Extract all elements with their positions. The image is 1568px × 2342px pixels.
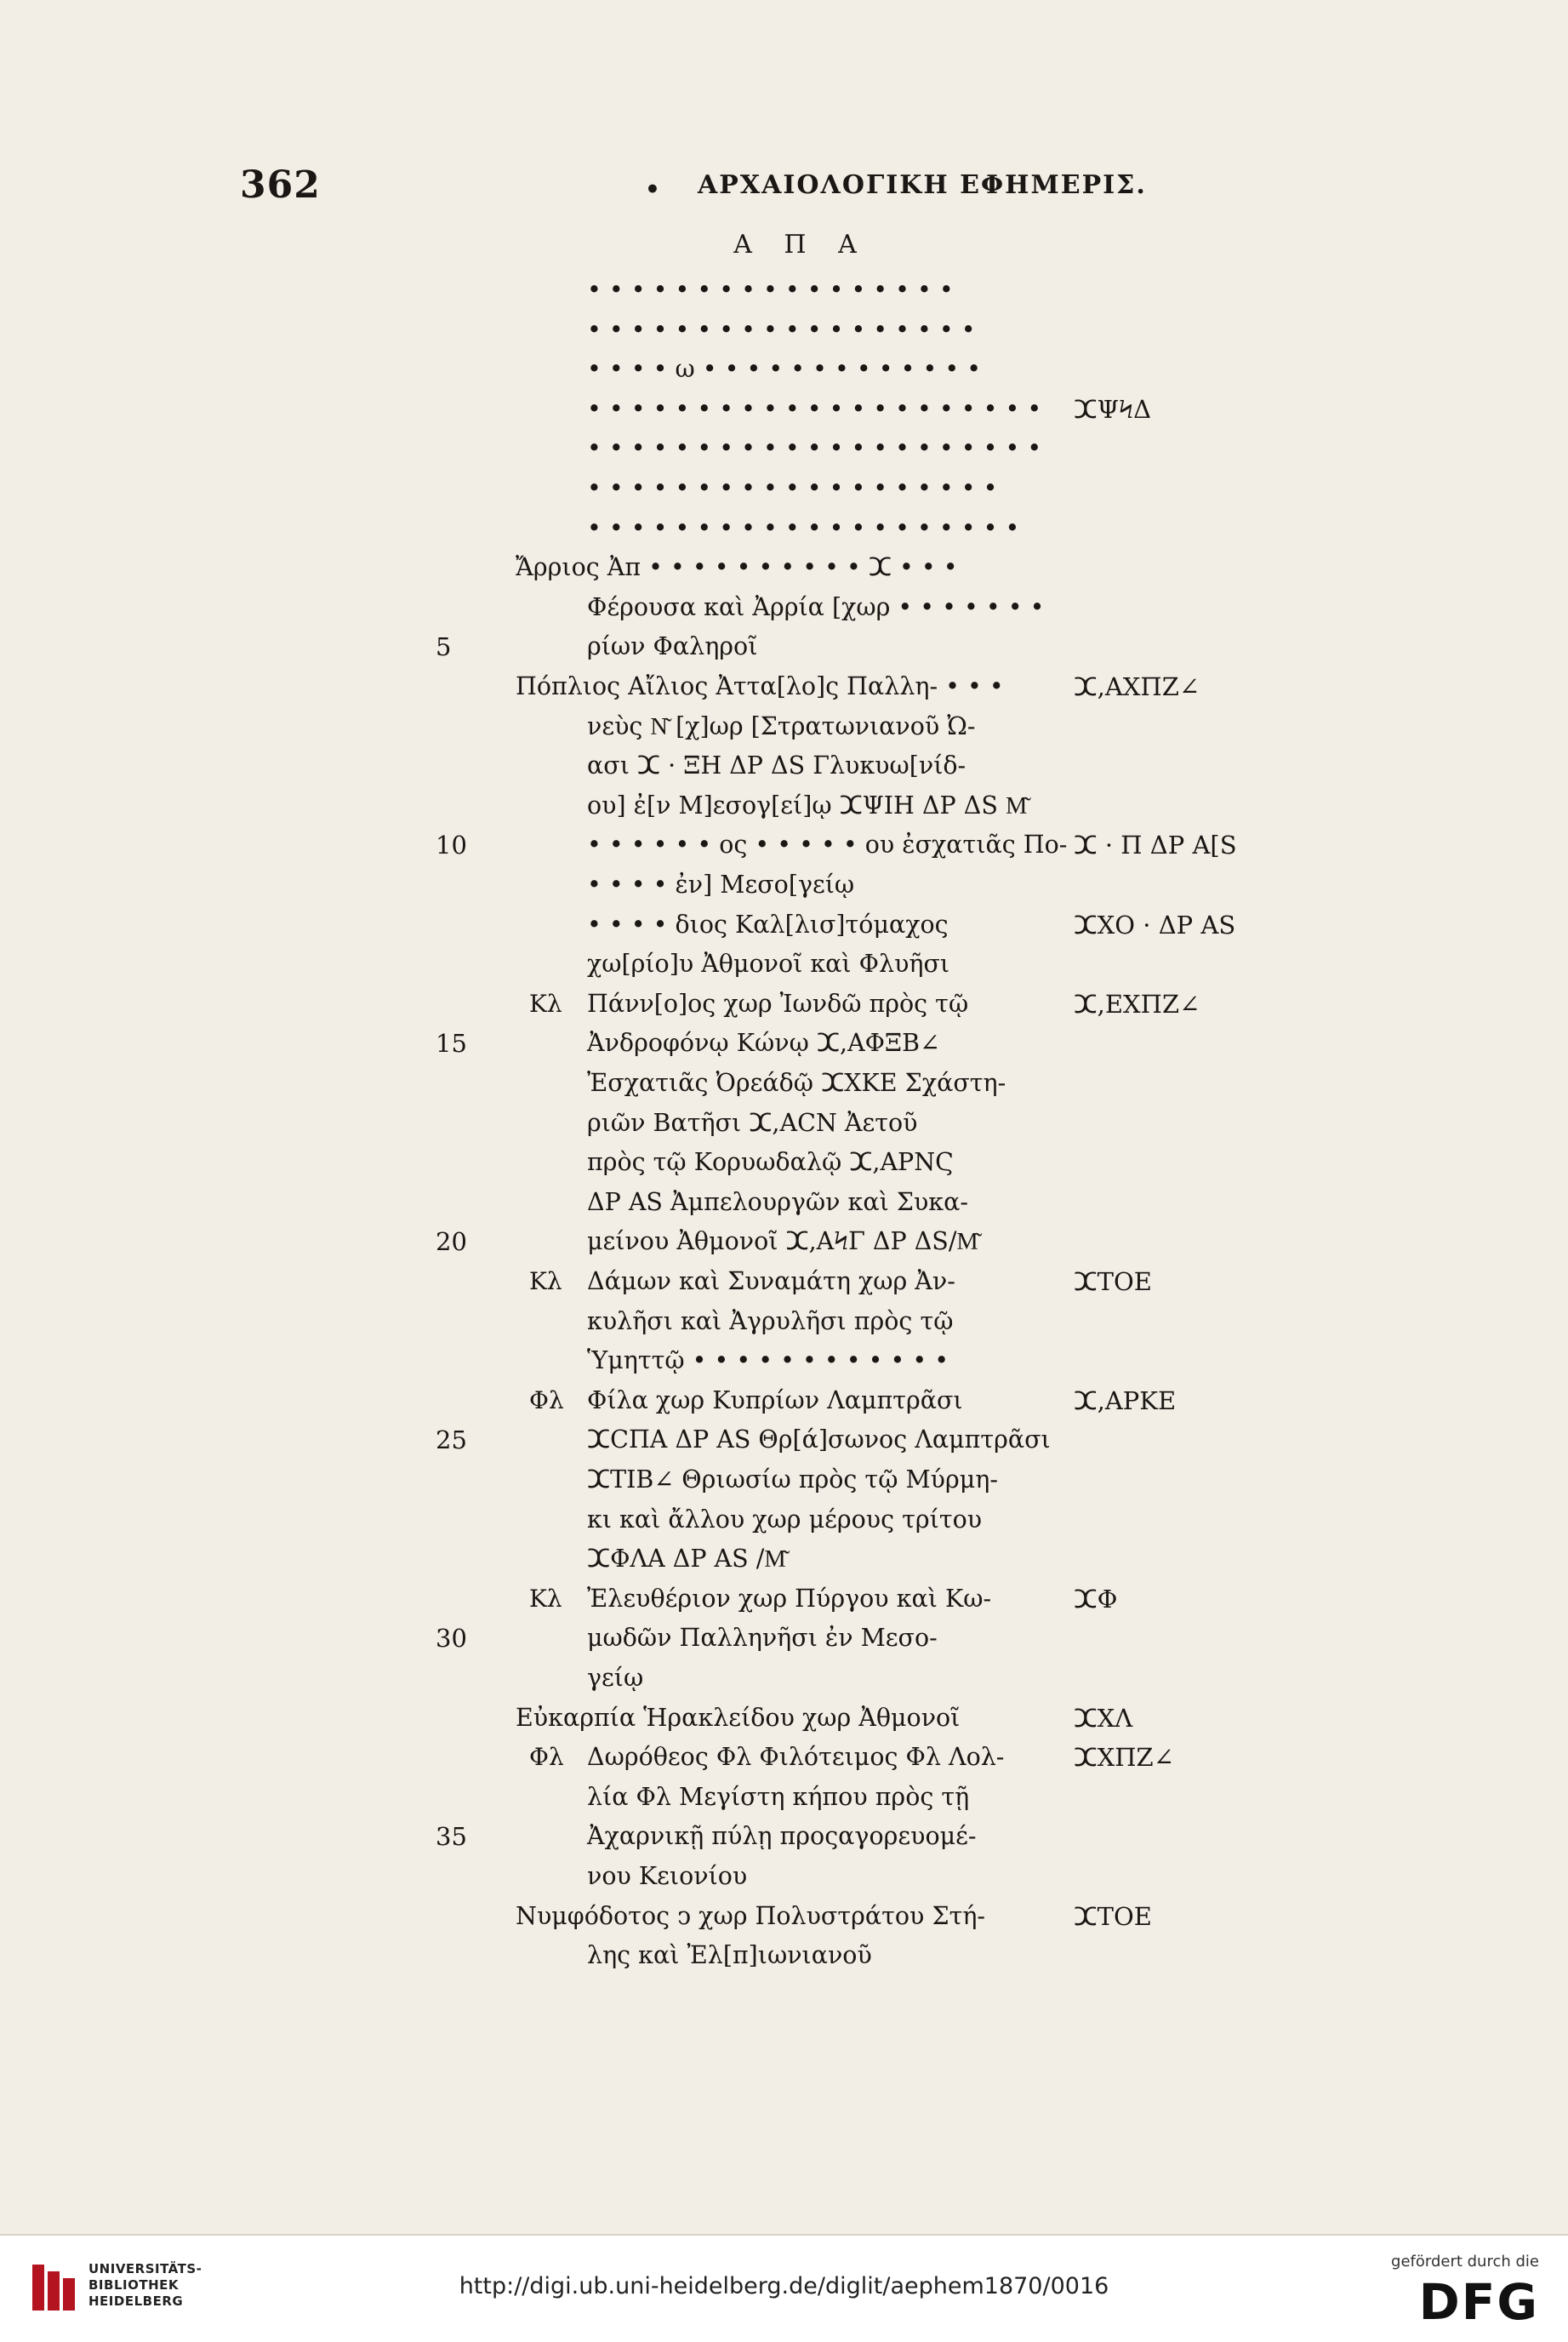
line-text: λία Φλ Μεγίστη κήπου πρὸς τῇ bbox=[587, 1782, 970, 1811]
inscription-line bbox=[0, 786, 1568, 825]
line-text: • • • • διος Καλ[λισ]τόμαχος bbox=[587, 910, 949, 939]
inscription-line bbox=[0, 1579, 1568, 1619]
line-amount: ⵋ,ΑΡΚΕ bbox=[1074, 1385, 1177, 1415]
line-text: Ὑμηττῷ • • • • • • • • • • • • bbox=[587, 1346, 949, 1375]
inscription-line bbox=[0, 746, 1568, 785]
header-dot: • bbox=[645, 175, 660, 203]
line-number: 20 bbox=[436, 1227, 467, 1257]
line-number: 10 bbox=[436, 831, 467, 860]
inscription-line bbox=[0, 271, 1568, 310]
inscription-line bbox=[0, 945, 1568, 984]
line-text: • • • • • • • • • • • • • • • • • • bbox=[587, 315, 976, 344]
line-text: • • • • • • • • • • • • • • • • • • • bbox=[587, 474, 998, 502]
line-text: μωδῶν Παλληνῆσι ἐν Μεσο- bbox=[587, 1624, 938, 1653]
inscription-line bbox=[0, 1659, 1568, 1698]
line-amount: ⵋ · Π ΔΡ Α[S bbox=[1074, 831, 1237, 860]
inscription-line bbox=[0, 509, 1568, 548]
line-marker: Φλ bbox=[529, 1743, 564, 1772]
funder-label: gefördert durch die bbox=[1391, 2253, 1539, 2271]
line-text: ου] ἐ[ν Μ]εσογ[εί]ῳ ⵋΨΙΗ ΔΡ ΔS Μ͂ bbox=[587, 791, 1028, 820]
line-amount: ⵋΤΟΕ bbox=[1074, 1901, 1152, 1931]
inscription-line bbox=[0, 905, 1568, 945]
dfg-logo: DFG bbox=[1418, 2273, 1539, 2331]
inscription-line bbox=[0, 1381, 1568, 1420]
inscription-line bbox=[0, 1183, 1568, 1222]
inscription-line bbox=[0, 1024, 1568, 1063]
line-text: Φίλα χωρ Κυπρίων Λαμπτρᾶσι bbox=[587, 1385, 963, 1414]
line-text: • • • • • • ος • • • • • ου ἐσχατιᾶς Πο- bbox=[587, 831, 1068, 860]
line-text: Πόπλιος Αἴλιος Ἀττα[λο]ς Παλλη- • • • bbox=[516, 672, 1004, 700]
footer-bar bbox=[0, 2234, 1568, 2342]
line-text: πρὸς τῷ Κορυωδαλῷ ⵋ,ΑΡΝϚ bbox=[587, 1148, 954, 1177]
line-text: χω[ρίο]υ Ἀθμονοῖ καὶ Φλυῆσι bbox=[587, 950, 950, 979]
line-text: • • • • • • • • • • • • • • • • • • • • • bbox=[587, 434, 1042, 463]
line-text: • • • • • • • • • • • • • • • • • • • • • bbox=[587, 394, 1042, 423]
line-number: 5 bbox=[436, 632, 452, 662]
line-text: Ἀνδροφόνῳ Κώνῳ ⵋ,ΑΦΞΒ∠ bbox=[587, 1029, 940, 1058]
line-text: ⵋΤΙΒ∠ Θριωσίω πρὸς τῷ Μύρμη- bbox=[587, 1465, 998, 1494]
line-text: • • • • ω • • • • • • • • • • • • • bbox=[587, 355, 982, 384]
line-text: ΔΡ ΑS Ἀμπελουργῶν καὶ Συκα- bbox=[587, 1187, 968, 1216]
inscription-line bbox=[0, 1341, 1568, 1380]
line-marker: Κλ bbox=[529, 989, 562, 1018]
page-number: 362 bbox=[240, 163, 321, 207]
inscription-line bbox=[0, 707, 1568, 746]
inscription-line bbox=[0, 429, 1568, 468]
inscription-line bbox=[0, 1104, 1568, 1143]
inscription-line bbox=[0, 1619, 1568, 1658]
line-amount: ⵋΧΠΖ∠ bbox=[1074, 1743, 1175, 1773]
line-text: Ἐλευθέριον χωρ Πύργου καὶ Κω- bbox=[587, 1584, 992, 1613]
inscription-line bbox=[0, 311, 1568, 350]
page-header bbox=[0, 163, 1568, 214]
inscription-line bbox=[0, 1738, 1568, 1777]
inscription-line bbox=[0, 548, 1568, 587]
line-text: ⵋCΠΑ ΔΡ ΑS Θρ[ά]σωνος Λαμπτρᾶσι bbox=[587, 1425, 1051, 1454]
line-number: 35 bbox=[436, 1822, 467, 1852]
line-marker: Φλ bbox=[529, 1385, 564, 1414]
inscription-line bbox=[0, 469, 1568, 508]
line-text: Πάνν[ο]ος χωρ Ἰωνδῶ πρὸς τῷ bbox=[587, 989, 969, 1018]
line-text: ρίων Φαληροῖ bbox=[587, 632, 758, 661]
line-text: • • • • • • • • • • • • • • • • • • • • bbox=[587, 513, 1020, 542]
inscription-line bbox=[0, 1302, 1568, 1341]
library-name-line: UNIVERSITÄTS- bbox=[88, 2261, 202, 2276]
line-marker: Κλ bbox=[529, 1267, 562, 1295]
inscription-line bbox=[0, 865, 1568, 905]
inscription-line bbox=[0, 1222, 1568, 1261]
line-text: Φέρουσα καὶ Ἀρρία [χωρ • • • • • • • bbox=[587, 592, 1045, 621]
inscription-line bbox=[0, 1143, 1568, 1182]
line-text: • • • • ἐν] Μεσο[γείῳ bbox=[587, 871, 855, 899]
inscription-line bbox=[0, 1857, 1568, 1896]
inscription-line bbox=[0, 825, 1568, 865]
inscription-line bbox=[0, 1699, 1568, 1738]
inscription-line bbox=[0, 1936, 1568, 1975]
line-text: γείῳ bbox=[587, 1664, 644, 1692]
inscription-line bbox=[0, 1817, 1568, 1856]
line-amount: ⵋ,ΕΧΠΖ∠ bbox=[1074, 989, 1200, 1019]
permalink-url[interactable]: http://digi.ub.uni-heidelberg.de/diglit/aephem1870/0016 bbox=[459, 2273, 1109, 2299]
inscription-line bbox=[0, 1539, 1568, 1579]
line-text: νου Κειονίου bbox=[587, 1862, 748, 1890]
line-text: Δωρόθεος Φλ Φιλότειμος Φλ Λολ- bbox=[587, 1743, 1005, 1772]
line-text: Δάμων καὶ Συναμάτη χωρ Ἀν- bbox=[587, 1267, 955, 1295]
line-amount: ⵋΧΛ bbox=[1074, 1703, 1133, 1733]
line-number: 25 bbox=[436, 1425, 467, 1455]
line-text: Ἄρριος Ἀπ • • • • • • • • • • ⵋ • • • bbox=[516, 553, 958, 582]
inscription-line bbox=[0, 1778, 1568, 1817]
inscription-line bbox=[0, 350, 1568, 389]
inscription-line bbox=[0, 1897, 1568, 1936]
line-text: κυλῆσι καὶ Ἀγρυλῆσι πρὸς τῷ bbox=[587, 1306, 954, 1335]
inscription-line bbox=[0, 1460, 1568, 1499]
line-number: 30 bbox=[436, 1624, 467, 1654]
line-text: Ἀχαρνικῇ πύλῃ προςαγορευομέ- bbox=[587, 1822, 977, 1851]
line-text: Εὐκαρπία Ἡρακλείδου χωρ Ἀθμονοῖ bbox=[516, 1703, 961, 1732]
line-amount: ⵋ,ΑΧΠΖ∠ bbox=[1074, 672, 1200, 701]
line-text: Ἐσχατιᾶς Ὀρεάδῷ ⵋΧΚΕ Σχάστη- bbox=[587, 1069, 1006, 1097]
inscription-line bbox=[0, 390, 1568, 429]
line-text: Νυμφόδοτος ↄ χωρ Πολυστράτου Στή- bbox=[516, 1901, 986, 1930]
line-amount: ⵋΧΟ · ΔΡ ΑS bbox=[1074, 910, 1236, 940]
footer-divider bbox=[0, 2234, 1568, 2236]
inscription-line bbox=[0, 985, 1568, 1024]
line-text: λης καὶ Ἐλ[π]ιωνιανοῦ bbox=[587, 1941, 872, 1970]
line-number: 15 bbox=[436, 1029, 467, 1059]
inscription-line bbox=[0, 1500, 1568, 1539]
line-text: μείνου Ἀθμονοῖ ⵋ,ΑϞΓ ΔΡ ΔS/Μ͂ bbox=[587, 1227, 978, 1256]
running-title: ΑΡΧΑΙΟΛΟΓΙΚΗ ΕΦΗΜΕΡΙΣ. bbox=[698, 170, 1147, 200]
inscription-line bbox=[0, 588, 1568, 627]
inscription-line bbox=[0, 1420, 1568, 1459]
line-amount: ⵋΤΟΕ bbox=[1074, 1267, 1152, 1296]
inscription-line bbox=[0, 667, 1568, 706]
line-text: νεὺς Ν͂ [χ]ωρ [Στρατωνιανοῦ Ὠ- bbox=[587, 711, 976, 740]
library-name-line: HEIDELBERG bbox=[88, 2293, 184, 2309]
line-text: κι καὶ ἄλλου χωρ μέρους τρίτου bbox=[587, 1505, 983, 1534]
inscription-line bbox=[0, 627, 1568, 666]
inscription-line bbox=[0, 1262, 1568, 1301]
library-name-line: BIBLIOTHEK bbox=[88, 2277, 179, 2293]
line-marker: Κλ bbox=[529, 1584, 562, 1613]
line-text: ⵋΦΛΑ ΔΡ ΑS /Μ͂ bbox=[587, 1545, 786, 1574]
line-amount: ⵋΦ bbox=[1074, 1584, 1118, 1614]
line-text: • • • • • • • • • • • • • • • • • bbox=[587, 276, 954, 304]
line-text: ριῶν Βατῆσι ⵋ,ΑCΝ Ἀετοῦ bbox=[587, 1108, 918, 1137]
inscription-line bbox=[0, 1064, 1568, 1103]
line-amount: ⵋΨϞΔ bbox=[1074, 394, 1152, 424]
line-text: ασι ⵋ · ΞΗ ΔΡ ΔS Γλυκυω[νίδ- bbox=[587, 751, 966, 780]
inscription-heading: Α Π Α bbox=[733, 230, 869, 260]
